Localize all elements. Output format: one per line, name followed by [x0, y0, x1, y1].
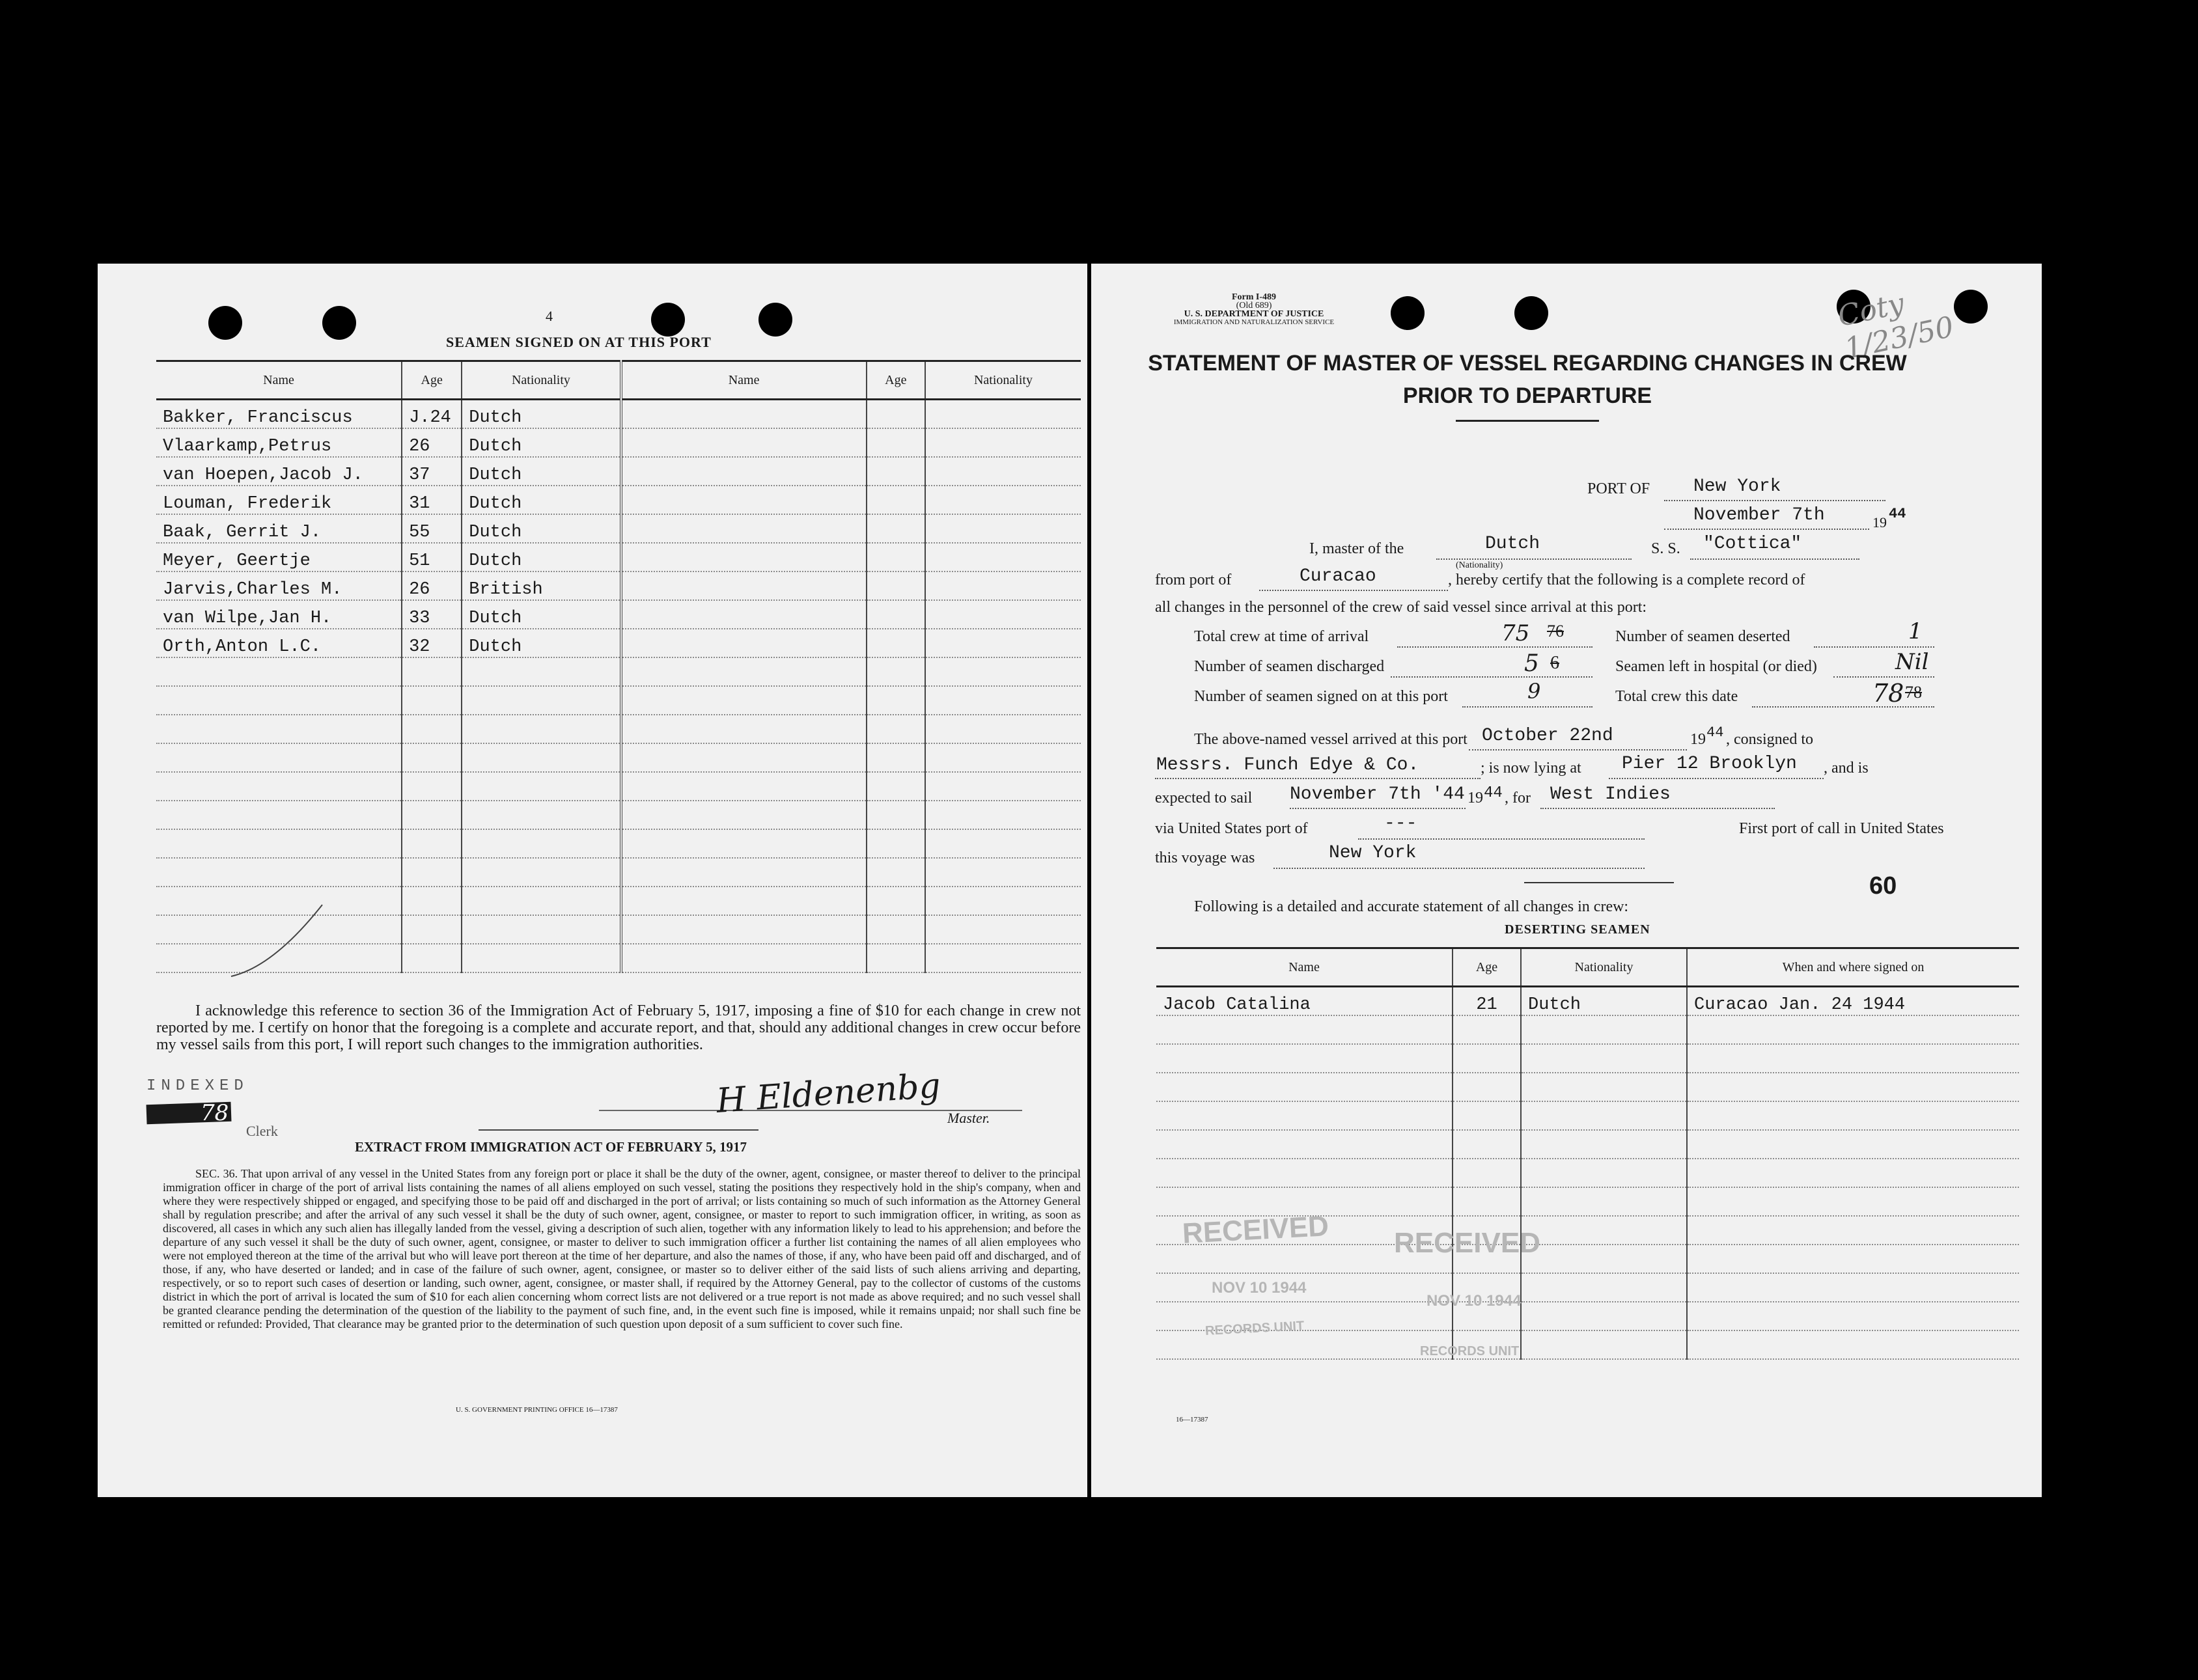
- name-cell: [1156, 1101, 1453, 1130]
- name-cell: Meyer, Geertje: [156, 543, 402, 571]
- year-prefix: 19: [1872, 514, 1887, 530]
- table-row: [156, 629, 1081, 657]
- nationality-cell: [462, 915, 620, 944]
- signed-on-cell: [1687, 1245, 2019, 1273]
- age-cell: [867, 915, 925, 944]
- age-cell: 26: [402, 428, 462, 457]
- nationality-cell: [925, 571, 1081, 600]
- arrived-label: The above-named vessel arrived at this port: [1194, 731, 1468, 748]
- name-cell: [156, 772, 402, 801]
- nationality-cell: British: [462, 571, 620, 600]
- received-stamp-title: RECEIVED: [1181, 1210, 1330, 1250]
- table-row: [1156, 1159, 2019, 1187]
- name-cell: van Hoepen,Jacob J.: [156, 457, 402, 486]
- punch-hole: [758, 303, 792, 337]
- nationality-cell: [462, 829, 620, 858]
- name-cell: [1156, 1159, 1453, 1187]
- date-value: November 7th: [1693, 505, 1825, 525]
- age-cell: [867, 457, 925, 486]
- master-label: I, master of the: [1309, 540, 1404, 557]
- signed-on-cell: [1687, 1187, 2019, 1216]
- divider: [479, 1129, 758, 1131]
- nationality-cell: [925, 657, 1081, 686]
- deserted-value: 1: [1908, 618, 1923, 644]
- name-cell: [621, 600, 867, 629]
- ss-label: S. S.: [1651, 540, 1680, 557]
- age-cell: 33: [402, 600, 462, 629]
- nationality-cell: [462, 858, 620, 887]
- received-stamp-date: NOV 10 1944: [1426, 1292, 1522, 1310]
- form-code: 16—17387: [1176, 1416, 1208, 1424]
- nationality-cell: [462, 743, 620, 772]
- table-row: [156, 801, 1081, 829]
- name-cell: [621, 400, 867, 429]
- name-cell: [621, 858, 867, 887]
- table-row: [156, 715, 1081, 743]
- name-cell: [621, 944, 867, 972]
- port-label: PORT OF: [1587, 480, 1650, 497]
- name-cell: [1156, 1073, 1453, 1101]
- nationality-cell: Dutch: [462, 543, 620, 571]
- punch-hole: [1514, 296, 1548, 330]
- nationality-cell: [925, 629, 1081, 657]
- table-row: [1156, 1187, 2019, 1216]
- name-cell: [156, 715, 402, 743]
- nationality-cell: [1521, 1330, 1687, 1359]
- name-cell: [621, 629, 867, 657]
- name-cell: [621, 887, 867, 915]
- nationality-cell: [925, 829, 1081, 858]
- table-row: [156, 514, 1081, 543]
- age-cell: [867, 887, 925, 915]
- table-row: [156, 600, 1081, 629]
- received-stamp-date: NOV 10 1944: [1212, 1279, 1307, 1297]
- nationality-cell: Dutch: [462, 486, 620, 514]
- indexed-stamp: INDEXED: [146, 1077, 249, 1095]
- department: U. S. DEPARTMENT OF JUSTICE: [1184, 309, 1324, 319]
- nationality-cell: [925, 944, 1081, 972]
- nationality-cell: [925, 457, 1081, 486]
- form-number: Form I-489: [1231, 292, 1277, 302]
- discharged-value: 5: [1524, 650, 1539, 677]
- age-cell: [402, 801, 462, 829]
- certify-text: , hereby certify that the following is a complete record of: [1448, 571, 1805, 588]
- table-row: [156, 743, 1081, 772]
- age-cell: J.24: [402, 400, 462, 429]
- signed-on-cell: [1687, 1044, 2019, 1073]
- name-cell: [621, 801, 867, 829]
- nationality-cell: [1521, 1044, 1687, 1073]
- for-label: , for: [1505, 790, 1531, 806]
- total-today-value: 78: [1872, 679, 1904, 708]
- table-row: [1156, 1101, 2019, 1130]
- page-number: 4: [546, 308, 553, 324]
- col-name: Name: [1156, 948, 1453, 987]
- age-cell: [867, 772, 925, 801]
- nationality-cell: [925, 400, 1081, 429]
- this-voyage-label: this voyage was: [1155, 849, 1255, 866]
- col-age: Age: [1453, 948, 1521, 987]
- nationality-cell: [925, 686, 1081, 715]
- signed-on-cell: [1687, 1330, 2019, 1359]
- port-value: New York: [1693, 476, 1781, 497]
- received-stamp-title: RECEIVED: [1394, 1227, 1540, 1259]
- table-row: [156, 543, 1081, 571]
- expected-label: expected to sail: [1155, 790, 1253, 806]
- nationality-cell: [1521, 1187, 1687, 1216]
- title-line-1: STATEMENT OF MASTER OF VESSEL REGARDING CHANGES IN CREW: [1148, 351, 1907, 376]
- hospital-value: Nil: [1895, 649, 1929, 675]
- signed-on-cell: [1687, 1216, 2019, 1245]
- changes-text: all changes in the personnel of the crew of said vessel since arrival at this port:: [1155, 599, 1647, 616]
- signed-on-cell: Curacao Jan. 24 1944: [1687, 987, 2019, 1016]
- name-cell: [621, 428, 867, 457]
- nationality-value: Dutch: [1485, 534, 1540, 554]
- and-is-label: , and is: [1824, 760, 1869, 777]
- age-cell: [402, 686, 462, 715]
- table-row: [156, 772, 1081, 801]
- master-signature: H Eldenenbg: [715, 1066, 942, 1121]
- form-header: [1156, 293, 1352, 327]
- nationality-cell: Dutch: [462, 457, 620, 486]
- table-body: [156, 400, 1081, 973]
- nationality-cell: [462, 801, 620, 829]
- punch-hole: [1391, 296, 1425, 330]
- col-nationality: Nationality: [462, 361, 620, 400]
- deserted-label: Number of seamen deserted: [1615, 628, 1790, 645]
- table-row: [1156, 1015, 2019, 1044]
- consignee-value: Messrs. Funch Edye & Co.: [1156, 755, 1419, 775]
- table-row: [1156, 1130, 2019, 1159]
- age-cell: [867, 428, 925, 457]
- nationality-cell: Dutch: [462, 629, 620, 657]
- destination-value: West Indies: [1550, 784, 1671, 805]
- name-cell: [156, 686, 402, 715]
- table-header: [1156, 948, 2019, 987]
- name-cell: [621, 486, 867, 514]
- expected-date: November 7th '44: [1290, 784, 1465, 805]
- age-cell: [1453, 1015, 1521, 1044]
- age-cell: [867, 400, 925, 429]
- age-cell: [867, 543, 925, 571]
- discharged-label: Number of seamen discharged: [1194, 658, 1385, 675]
- col-name: Name: [621, 361, 867, 400]
- nationality-cell: [1521, 1302, 1687, 1330]
- age-cell: 26: [402, 571, 462, 600]
- total-today-struck: 78: [1905, 683, 1922, 702]
- age-cell: [1453, 1159, 1521, 1187]
- col-age: Age: [867, 361, 925, 400]
- col-signed-on: When and where signed on: [1687, 948, 2019, 987]
- from-port-label: from port of: [1155, 571, 1232, 588]
- age-cell: [867, 858, 925, 887]
- age-cell: [867, 514, 925, 543]
- nationality-cell: [925, 772, 1081, 801]
- nationality-cell: [1521, 1273, 1687, 1302]
- age-cell: 37: [402, 457, 462, 486]
- name-cell: [621, 543, 867, 571]
- age-cell: [867, 715, 925, 743]
- received-stamp-unit: RECORDS UNIT: [1420, 1344, 1520, 1358]
- hospital-label: Seamen left in hospital (or died): [1615, 658, 1817, 675]
- nationality-cell: [925, 743, 1081, 772]
- name-cell: [621, 715, 867, 743]
- col-nationality: Nationality: [1521, 948, 1687, 987]
- age-cell: [402, 829, 462, 858]
- title-line-2: PRIOR TO DEPARTURE: [1402, 383, 1652, 408]
- clerk-mark: 78: [201, 1100, 229, 1126]
- age-cell: [867, 801, 925, 829]
- table-row: [156, 400, 1081, 429]
- age-cell: [402, 657, 462, 686]
- corner-note: Coty 1/23/50: [1835, 286, 1957, 366]
- name-cell: [621, 772, 867, 801]
- signed-on-label: Number of seamen signed on at this port: [1194, 688, 1448, 705]
- name-cell: van Wilpe,Jan H.: [156, 600, 402, 629]
- discharged-line: [1391, 658, 1593, 678]
- nationality-cell: [462, 715, 620, 743]
- name-cell: [156, 829, 402, 858]
- expected-year-prefix: 19: [1468, 790, 1483, 806]
- deserting-table: [1156, 947, 2019, 1360]
- signed-on-cell: [1687, 1101, 2019, 1130]
- deserting-title: DESERTING SEAMEN: [1505, 922, 1650, 937]
- nationality-cell: [925, 715, 1081, 743]
- form-title: [1091, 347, 1964, 412]
- expected-year: 44: [1484, 784, 1503, 802]
- nationality-cell: [462, 944, 620, 972]
- age-cell: [1453, 1044, 1521, 1073]
- age-cell: [867, 571, 925, 600]
- age-cell: [1453, 1130, 1521, 1159]
- ship-name: "Cottica": [1703, 534, 1802, 554]
- nationality-cell: [1521, 1073, 1687, 1101]
- extract-title: EXTRACT FROM IMMIGRATION ACT OF FEBRUARY 5, 1917: [355, 1139, 747, 1155]
- name-cell: Vlaarkamp,Petrus: [156, 428, 402, 457]
- printer-line: U. S. GOVERNMENT PRINTING OFFICE 16—17387: [456, 1406, 618, 1414]
- punch-hole: [322, 306, 356, 340]
- name-cell: [621, 915, 867, 944]
- nationality-cell: [1521, 1159, 1687, 1187]
- total-today-label: Total crew this date: [1615, 688, 1738, 705]
- name-cell: Baak, Gerrit J.: [156, 514, 402, 543]
- nationality-cell: [1521, 1130, 1687, 1159]
- signed-on-cell: [1687, 1302, 2019, 1330]
- name-cell: [1156, 1015, 1453, 1044]
- signed-on-table: [156, 360, 1081, 973]
- age-cell: [402, 887, 462, 915]
- total-arrival-struck: 76: [1547, 622, 1564, 640]
- nationality-cell: Dutch: [462, 400, 620, 429]
- age-cell: [1453, 1073, 1521, 1101]
- name-cell: [621, 829, 867, 858]
- consigned-label: , consigned to: [1726, 731, 1813, 748]
- signed-on-cell: [1687, 1273, 2019, 1302]
- arrived-year-prefix: 19: [1690, 731, 1706, 748]
- name-cell: [156, 801, 402, 829]
- following-text: Following is a detailed and accurate statement of all changes in crew:: [1194, 898, 1629, 915]
- first-call-label: First port of call in United States: [1739, 820, 1944, 837]
- name-cell: [1156, 1130, 1453, 1159]
- via-value: ---: [1384, 814, 1417, 834]
- nationality-cell: [925, 543, 1081, 571]
- nationality-cell: [925, 514, 1081, 543]
- name-cell: [621, 571, 867, 600]
- nationality-cell: [1521, 1216, 1687, 1245]
- lying-label: ; is now lying at: [1481, 760, 1581, 777]
- form-old: (Old 689): [1236, 301, 1272, 310]
- nationality-cell: [462, 887, 620, 915]
- age-cell: [1453, 1101, 1521, 1130]
- total-arrival-label: Total crew at time of arrival: [1194, 628, 1369, 645]
- punch-hole: [651, 303, 685, 337]
- age-cell: [402, 715, 462, 743]
- age-cell: 32: [402, 629, 462, 657]
- arrived-year: 44: [1706, 724, 1724, 741]
- table-row: [156, 858, 1081, 887]
- name-cell: [621, 514, 867, 543]
- name-cell: [621, 457, 867, 486]
- age-cell: 21: [1453, 987, 1521, 1016]
- age-cell: [402, 858, 462, 887]
- nationality-cell: [1521, 1245, 1687, 1273]
- name-cell: Jarvis,Charles M.: [156, 571, 402, 600]
- rule: [1524, 882, 1674, 883]
- via-label: via United States port of: [1155, 820, 1308, 837]
- section-title: SEAMEN SIGNED ON AT THIS PORT: [446, 334, 712, 350]
- punch-hole: [208, 306, 242, 340]
- discharged-struck: 6: [1550, 653, 1559, 673]
- age-cell: [402, 743, 462, 772]
- age-cell: [867, 686, 925, 715]
- nationality-cell: [1521, 1101, 1687, 1130]
- age-cell: [867, 829, 925, 858]
- clerk-label: Clerk: [246, 1123, 278, 1139]
- col-nationality: Nationality: [925, 361, 1081, 400]
- page-count: 60: [1869, 872, 1897, 900]
- age-cell: [867, 600, 925, 629]
- table-row: [156, 457, 1081, 486]
- nationality-cell: [925, 486, 1081, 514]
- table-row: [1156, 1044, 2019, 1073]
- nationality-caption: (Nationality): [1456, 560, 1503, 570]
- signed-on-cell: [1687, 1015, 2019, 1044]
- table-row: [156, 571, 1081, 600]
- master-label: Master.: [947, 1110, 990, 1126]
- table-row: [1156, 1245, 2019, 1273]
- signed-on-cell: [1687, 1130, 2019, 1159]
- lying-value: Pier 12 Brooklyn: [1622, 754, 1797, 774]
- nationality-cell: [925, 887, 1081, 915]
- nationality-cell: [462, 686, 620, 715]
- arrived-date: October 22nd: [1482, 726, 1613, 746]
- nationality-cell: Dutch: [462, 600, 620, 629]
- col-name: Name: [156, 361, 402, 400]
- age-cell: [402, 944, 462, 972]
- name-cell: Orth,Anton L.C.: [156, 629, 402, 657]
- table-row: [156, 829, 1081, 858]
- table-row: [1156, 1073, 2019, 1101]
- name-cell: [1156, 1330, 1453, 1359]
- extract-text: SEC. 36. That upon arrival of any vessel in the United States from any foreign port or place it shall be the duty of the owner, agent, consignee, or master thereof to deliver to the principal immigration officer in charge of the port of arrival lists containing the names of all aliens employed on such vessel, stating the positions they respectively hold in the ship's company, when and where they were respectively shipped or engaged, and specifying those to be paid off and discharged in the port of arrival; or lists containing so much of such information as the Attorney General shall by regulation prescribe; and after the arrival of any such vessel it shall be the duty of such owner, agent, consignee, or master to report to such immigration officer, in writing, as soon as discovered, all cases in which any such alien has illegally landed from the vessel, giving a description of such alien, together with any information likely to lead to his apprehension; and before the departure of any such vessel it shall be the duty of such owner, agent, consignee, or master to deliver to such immigration officer a further list containing the names of all alien employees who were not employed thereon at the time of the arrival but who will leave port thereon at the time of her departure, and also the names of those, if any, who have been paid off and discharged, and of those, if any, who have deserted or landed; and in case of the failure of such owner, agent, consignee, or master so to deliver either of the said lists of such aliens arriving and departing, respectively, or so to report such cases of desertion or landing, such owner, agent, consignee, or master shall, if required by the Attorney General, pay to the collector of customs of the customs district in which the port of arrival is located the sum of $10 for each alien concerning whom correct lists are not delivered or a true report is not made as above required; and no such vessel shall be granted clearance pending the determination of the question of the liability to the payment of such fine, and, in the event such fine is imposed, while it remains unpaid; nor shall such fine be remitted or refunded: Provided, That clearance may be granted prior to the determination of such question upon deposit of a sum sufficient to cover such fine.: [163, 1167, 1081, 1330]
- name-cell: [156, 743, 402, 772]
- table-header: [156, 361, 1081, 400]
- name-cell: [621, 686, 867, 715]
- table-row: [156, 657, 1081, 686]
- name-cell: [621, 743, 867, 772]
- age-cell: 31: [402, 486, 462, 514]
- nationality-cell: [925, 858, 1081, 887]
- table-row: [156, 486, 1081, 514]
- nationality-cell: Dutch: [462, 514, 620, 543]
- signed-on-cell: [1687, 1159, 2019, 1187]
- nationality-cell: Dutch: [462, 428, 620, 457]
- col-age: Age: [402, 361, 462, 400]
- name-cell: [1156, 1302, 1453, 1330]
- table-row: [156, 428, 1081, 457]
- age-cell: [867, 629, 925, 657]
- title-rule: [1456, 420, 1599, 422]
- total-arrival-value: 75: [1501, 620, 1530, 646]
- service: IMMIGRATION AND NATURALIZATION SERVICE: [1173, 318, 1335, 326]
- acknowledgement: I acknowledge this reference to section 36 of the Immigration Act of February 5, 1917, imposing a fine of $10 for each change in crew not reported by me. I certify on honor that the foregoing is a complete and accurate report, and that, should any additional changes in crew occur before my vessel sails from this port, I will report such changes to the immigration authorities.: [156, 1002, 1081, 1053]
- age-cell: [867, 486, 925, 514]
- age-cell: [867, 657, 925, 686]
- age-cell: [867, 743, 925, 772]
- nationality-cell: [925, 801, 1081, 829]
- signed-on-cell: [1687, 1073, 2019, 1101]
- year-suffix: 44: [1889, 506, 1906, 522]
- nationality-cell: [925, 428, 1081, 457]
- age-cell: 55: [402, 514, 462, 543]
- nationality-cell: [925, 915, 1081, 944]
- left-page: [98, 264, 1087, 1497]
- age-cell: [402, 915, 462, 944]
- age-cell: 51: [402, 543, 462, 571]
- age-cell: [402, 772, 462, 801]
- age-cell: [1453, 1187, 1521, 1216]
- name-cell: [156, 858, 402, 887]
- name-cell: Jacob Catalina: [1156, 987, 1453, 1016]
- table-row: [1156, 987, 2019, 1016]
- age-cell: [867, 944, 925, 972]
- from-port-value: Curacao: [1300, 566, 1376, 586]
- name-cell: [156, 657, 402, 686]
- right-page: [1091, 264, 2042, 1497]
- nationality-cell: Dutch: [1521, 987, 1687, 1016]
- name-cell: [1156, 1044, 1453, 1073]
- received-stamp-unit: RECORDS UNIT: [1204, 1319, 1305, 1338]
- signed-on-value: 9: [1527, 679, 1541, 704]
- table-body: [1156, 987, 2019, 1360]
- table-row: [156, 686, 1081, 715]
- name-cell: Louman, Frederik: [156, 486, 402, 514]
- nationality-cell: [925, 600, 1081, 629]
- first-call-value: New York: [1329, 843, 1417, 863]
- name-cell: Bakker, Franciscus: [156, 400, 402, 429]
- nationality-cell: [1521, 1015, 1687, 1044]
- nationality-cell: [462, 657, 620, 686]
- nationality-cell: [462, 772, 620, 801]
- name-cell: [621, 657, 867, 686]
- pencil-mark: [228, 898, 326, 983]
- table-row: [1156, 1330, 2019, 1359]
